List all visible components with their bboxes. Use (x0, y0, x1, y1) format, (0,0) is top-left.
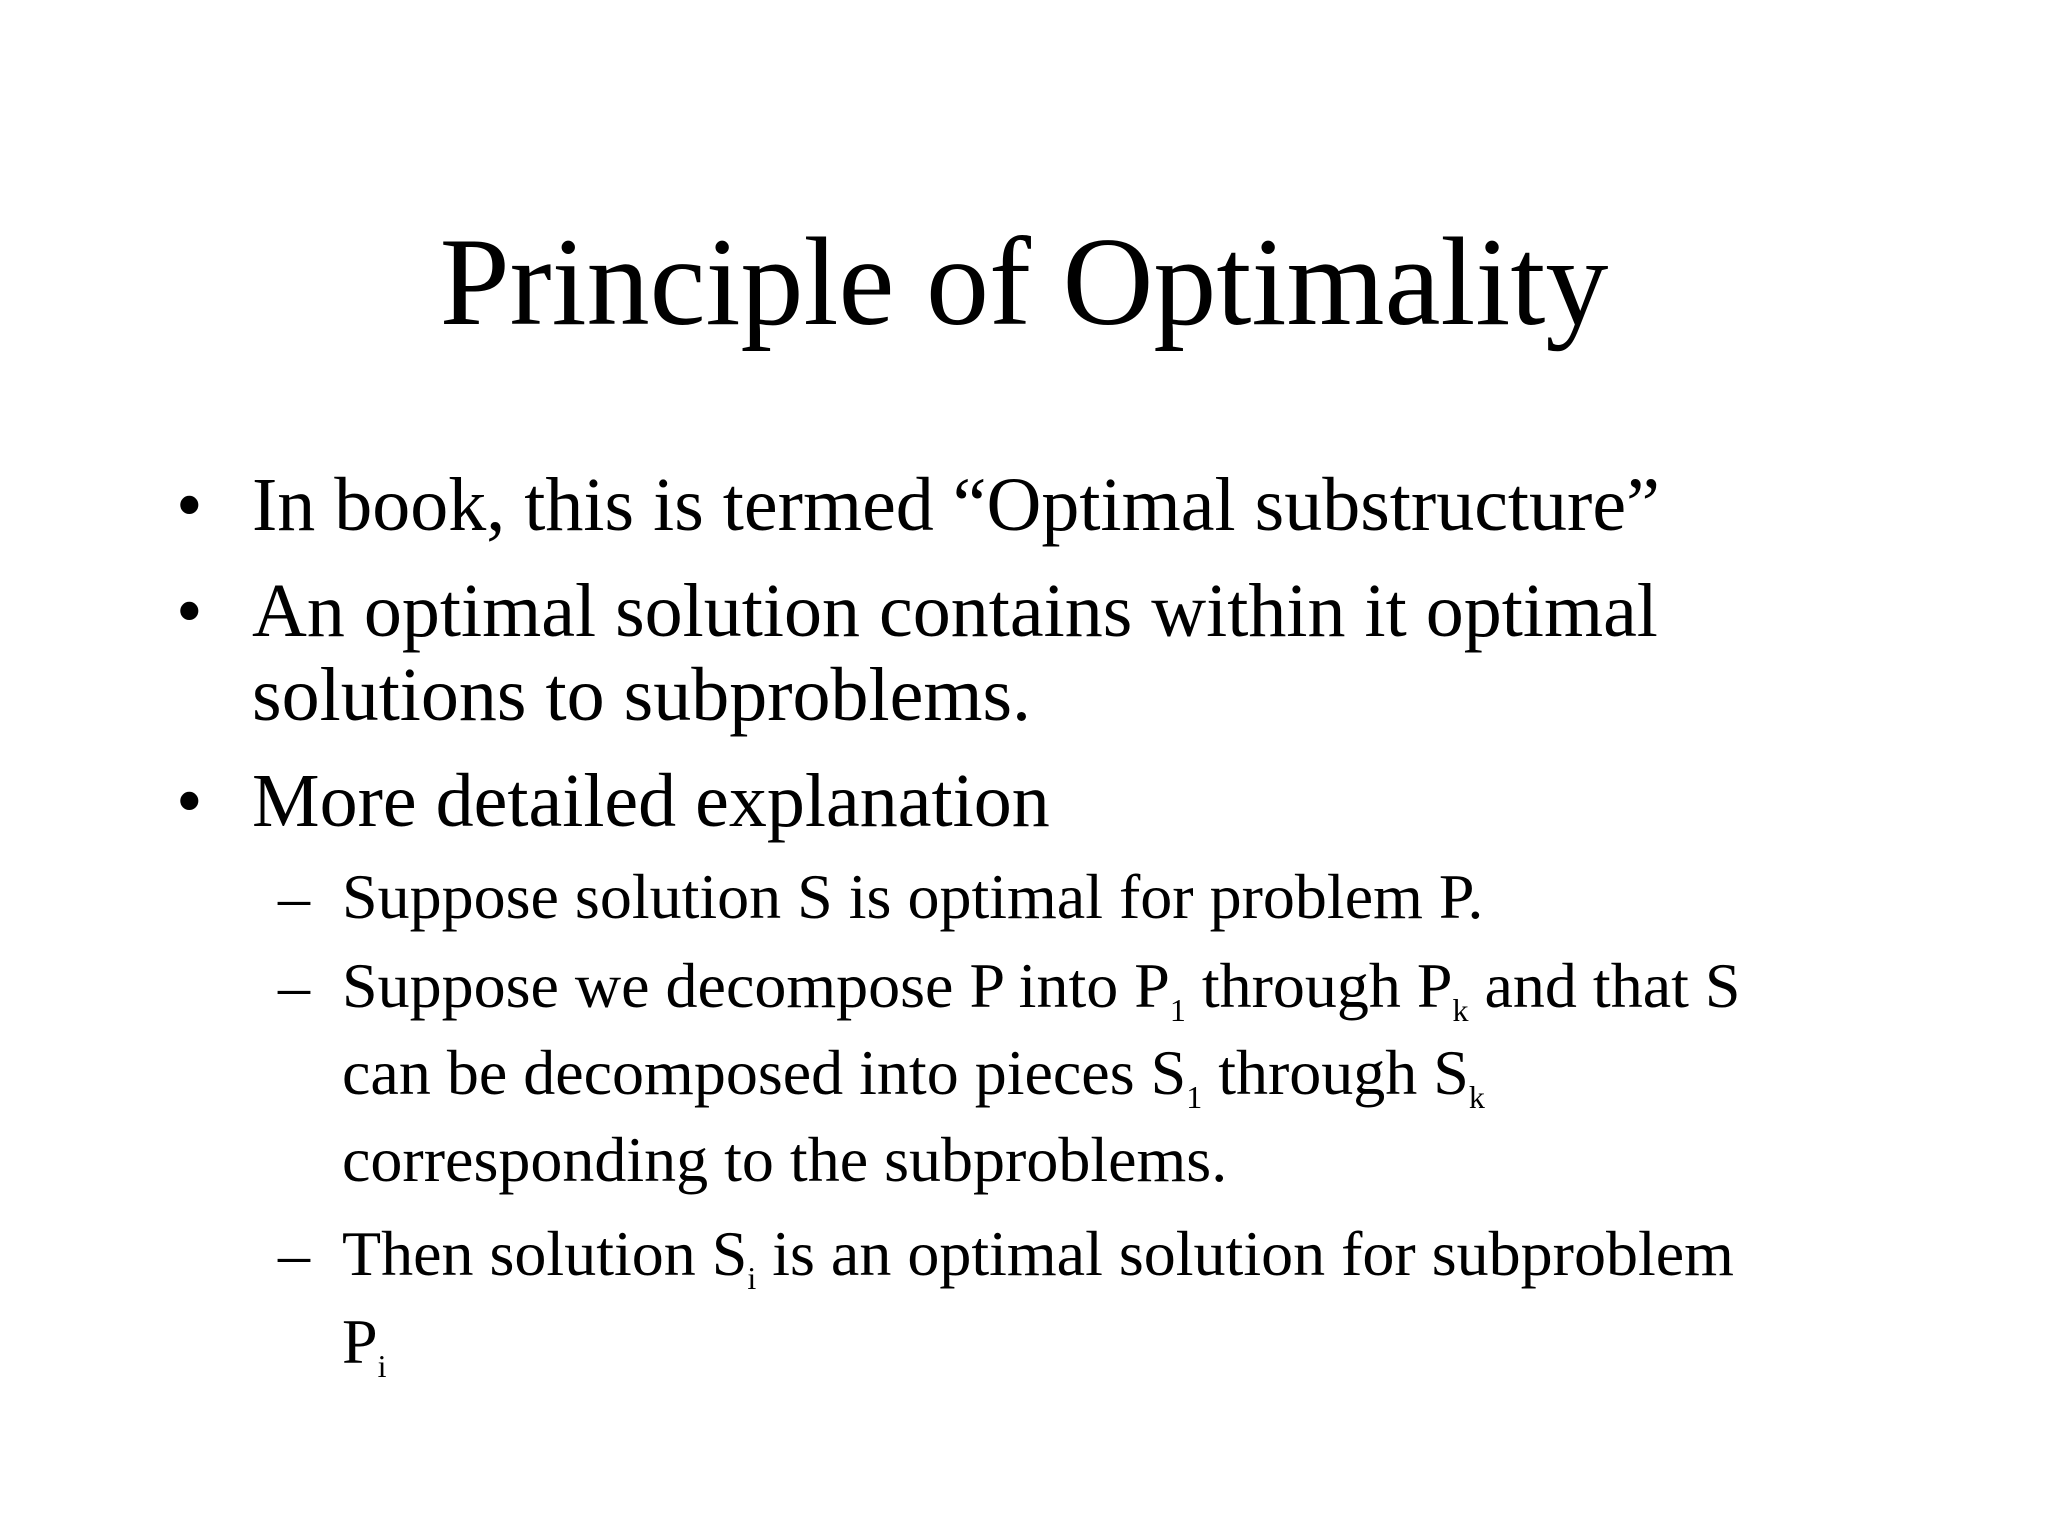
bullet-item-1: In book, this is termed “Optimal substructure” (252, 463, 1660, 547)
bullet-item-2-line-2: solutions to subproblems. (252, 653, 1032, 737)
text-run: through S (1202, 1037, 1469, 1108)
subbullet-item-1: Suppose solution S is optimal for problem P. (342, 861, 1484, 932)
subbullet-item-2-line-2 (342, 1031, 1485, 1115)
subscript: k (1452, 992, 1469, 1028)
bullet-marker: • (176, 569, 203, 653)
subscript: k (1468, 1079, 1485, 1115)
bullet-marker: • (176, 759, 203, 843)
bullet-item-2-line-1: An optimal solution contains within it optimal (252, 569, 1658, 653)
subscript: 1 (1169, 992, 1186, 1028)
text-run: is an optimal solution for subproblem (756, 1218, 1734, 1289)
text-run: P (342, 1306, 378, 1377)
text-run: Then solution S (342, 1218, 748, 1289)
subbullet-marker: – (278, 861, 310, 932)
bullet-marker: • (176, 463, 203, 547)
subbullet-marker: – (278, 1218, 310, 1289)
subbullet-item-2-line-1 (342, 944, 1740, 1028)
subbullet-item-3-line-1 (342, 1212, 1734, 1296)
subbullet-item-2-line-3: corresponding to the subproblems. (342, 1124, 1228, 1195)
text-run: Suppose we decompose P into P (342, 950, 1170, 1021)
slide-title: Principle of Optimality (439, 213, 1609, 352)
text-run: and that S (1468, 950, 1741, 1021)
subscript: i (377, 1348, 387, 1384)
subscript: 1 (1186, 1079, 1203, 1115)
text-run: can be decomposed into pieces S (342, 1037, 1187, 1108)
bullet-item-3: More detailed explanation (252, 759, 1050, 843)
subbullet-item-3-line-2 (342, 1300, 386, 1384)
text-run: through P (1185, 950, 1453, 1021)
subbullet-marker: – (278, 950, 310, 1021)
subscript: i (747, 1260, 757, 1296)
